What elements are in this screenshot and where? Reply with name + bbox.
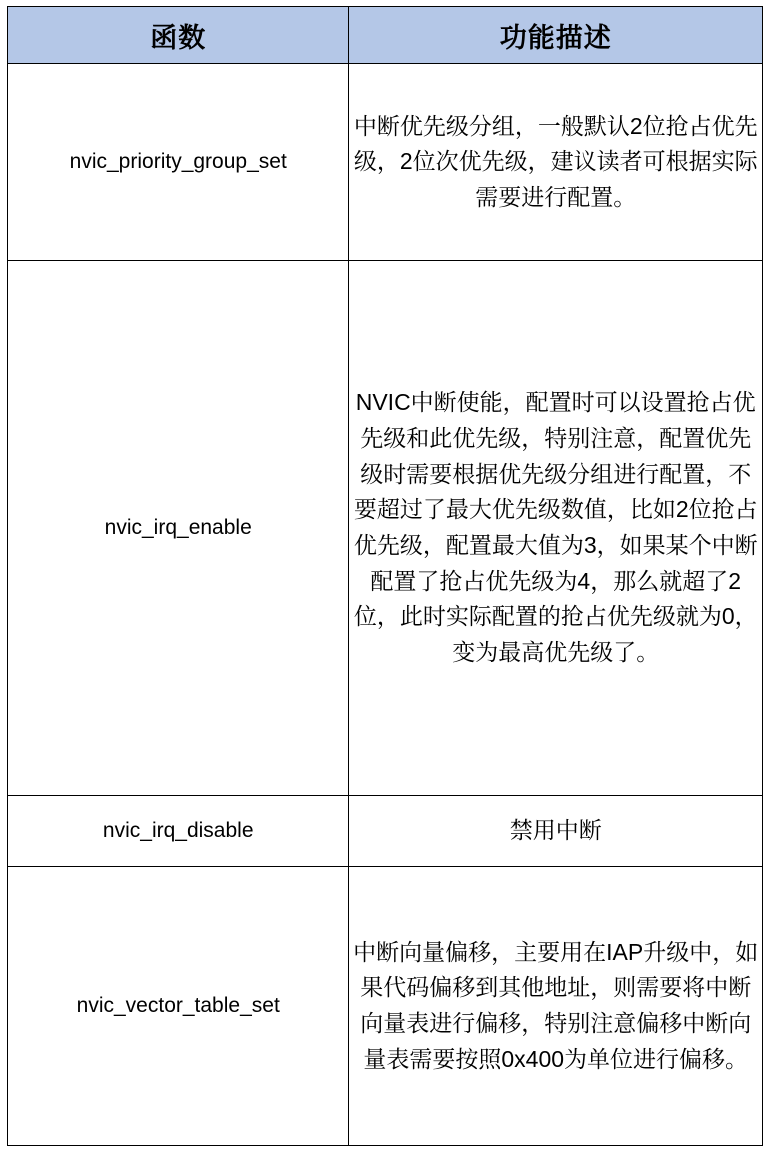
column-header-function: 函数 — [8, 7, 349, 64]
function-description-cell: NVIC中断使能，配置时可以设置抢占优先级和此优先级，特别注意，配置优先级时需要根据优先级分组进行配置，不要超过了最大优先级数值，比如2位抢占优先级，配置最大值为3，如果某个中断配置了抢占优先级为4，那么就超了2位，此时实际配置的抢占优先级就为0，变为最高优先级了。 — [349, 261, 763, 796]
table-body — [8, 64, 763, 1146]
function-description-cell: 中断优先级分组，一般默认2位抢占优先级，2位次优先级，建议读者可根据实际需要进行配置。 — [349, 64, 763, 261]
table-row — [8, 796, 763, 867]
table-row — [8, 867, 763, 1146]
table-row — [8, 64, 763, 261]
function-description-cell: 禁用中断 — [349, 796, 763, 867]
table-row — [8, 261, 763, 796]
function-name-cell: nvic_irq_enable — [8, 261, 349, 796]
function-description-cell: 中断向量偏移，主要用在IAP升级中，如果代码偏移到其他地址，则需要将中断向量表进行偏移，特别注意偏移中断向量表需要按照0x400为单位进行偏移。 — [349, 867, 763, 1146]
function-name-cell: nvic_irq_disable — [8, 796, 349, 867]
column-header-description: 功能描述 — [349, 7, 763, 64]
function-name-cell: nvic_priority_group_set — [8, 64, 349, 261]
table-header — [8, 7, 763, 64]
table-header-row — [8, 7, 763, 64]
function-name-cell: nvic_vector_table_set — [8, 867, 349, 1146]
function-description-table — [7, 6, 763, 1146]
